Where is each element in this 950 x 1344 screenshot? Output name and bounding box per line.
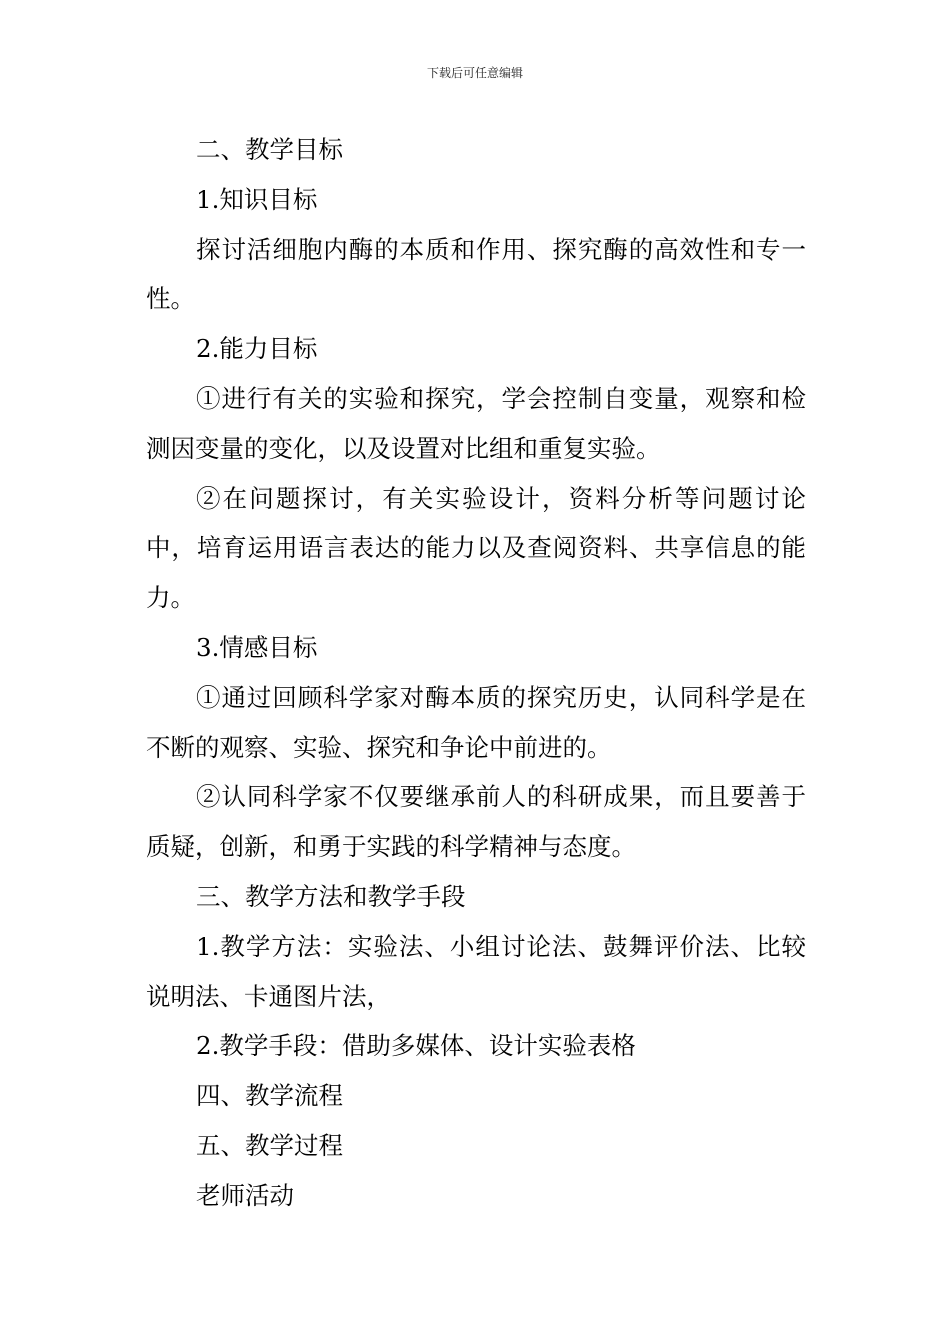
paragraph-emotion-goal-1: ①通过回顾科学家对酶本质的探究历史，认同科学是在不断的观察、实验、探究和争论中前进的。 (146, 682, 806, 762)
paragraph-emotion-goal-2: ②认同科学家不仅要继承前人的科研成果，而且要善于质疑，创新，和勇于实践的科学精神与态度。 (146, 782, 806, 862)
document-body (146, 125, 806, 1221)
section-heading-flow: 四、教学流程 (196, 1081, 343, 1111)
paragraph-ability-goal-2: ②在问题探讨，有关实验设计，资料分析等问题讨论中，培育运用语言表达的能力以及查阅资料、共享信息的能力。 (146, 483, 806, 613)
page-header-note: 下载后可任意编辑 (426, 66, 523, 80)
paragraph-knowledge-goal: 探讨活细胞内酶的本质和作用、探究酶的高效性和专一性。 (146, 234, 806, 314)
subheading-emotion-goal: 3.情感目标 (196, 632, 318, 662)
paragraph-teacher-activity: 老师活动 (196, 1180, 294, 1210)
section-heading-teaching-goals: 二、教学目标 (196, 135, 343, 164)
paragraph-teaching-means: 2.教学手段：借助多媒体、设计实验表格 (196, 1031, 636, 1061)
section-heading-methods: 三、教学方法和教学手段 (196, 881, 466, 911)
subheading-ability-goal: 2.能力目标 (196, 334, 318, 364)
subheading-knowledge-goal: 1.知识目标 (196, 184, 318, 214)
paragraph-teaching-methods: 1.教学方法：实验法、小组讨论法、鼓舞评价法、比较说明法、卡通图片法， (146, 931, 806, 1011)
paragraph-ability-goal-1: ①进行有关的实验和探究，学会控制自变量，观察和检测因变量的变化，以及设置对比组和重复实验。 (146, 383, 806, 463)
section-heading-process: 五、教学过程 (196, 1130, 343, 1160)
